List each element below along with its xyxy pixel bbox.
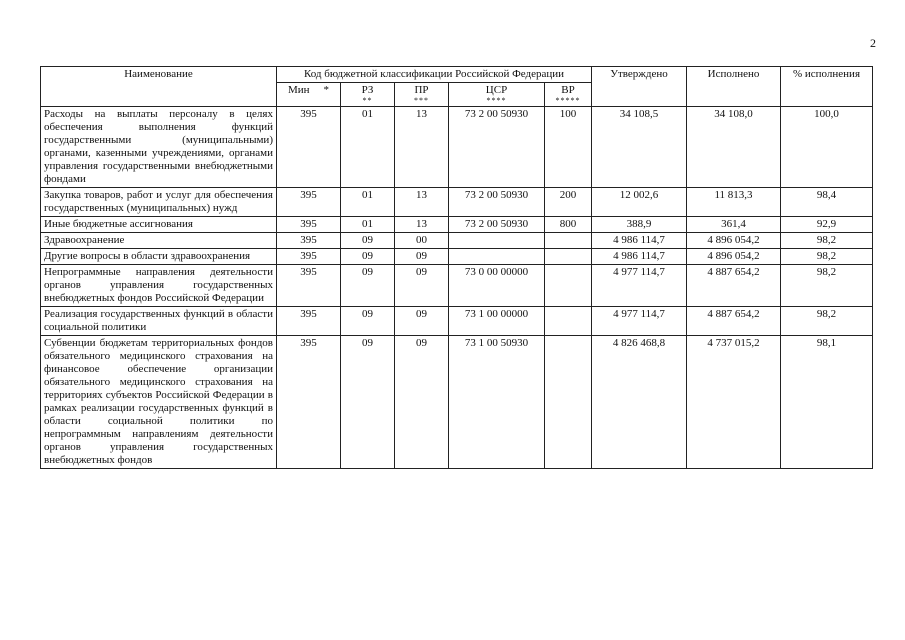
row-min: 395 — [277, 249, 341, 265]
row-approved: 12 002,6 — [592, 188, 687, 217]
row-name: Расходы на выплаты персоналу в целях обеспечения выполнения функций государственными (муниципальными) органами, казенными учреждениями, органами управления государственными внебюджетными фондами — [41, 107, 277, 188]
header-vr: ВР ***** — [545, 83, 592, 107]
row-rz: 01 — [341, 217, 395, 233]
row-percent: 98,1 — [781, 336, 873, 469]
row-vr: 200 — [545, 188, 592, 217]
row-rz: 01 — [341, 107, 395, 188]
row-executed: 4 887 654,2 — [687, 265, 781, 307]
row-executed: 34 108,0 — [687, 107, 781, 188]
row-approved: 388,9 — [592, 217, 687, 233]
row-min: 395 — [277, 107, 341, 188]
row-name: Иные бюджетные ассигнования — [41, 217, 277, 233]
table-row — [41, 265, 873, 307]
row-approved: 4 986 114,7 — [592, 233, 687, 249]
header-executed: Исполнено — [687, 67, 781, 107]
row-rz: 09 — [341, 265, 395, 307]
header-code-group: Код бюджетной классификации Российской Федерации — [277, 67, 592, 83]
row-executed: 4 887 654,2 — [687, 307, 781, 336]
row-pr: 13 — [395, 217, 449, 233]
row-pr: 13 — [395, 188, 449, 217]
row-csr — [449, 249, 545, 265]
row-min: 395 — [277, 336, 341, 469]
row-vr — [545, 249, 592, 265]
row-csr: 73 1 00 50930 — [449, 336, 545, 469]
row-vr: 800 — [545, 217, 592, 233]
row-rz: 09 — [341, 336, 395, 469]
row-min: 395 — [277, 307, 341, 336]
row-percent: 98,2 — [781, 233, 873, 249]
row-approved: 4 977 114,7 — [592, 265, 687, 307]
header-pr: ПР *** — [395, 83, 449, 107]
row-pr: 09 — [395, 307, 449, 336]
row-rz: 09 — [341, 233, 395, 249]
header-name: Наименование — [41, 67, 277, 107]
table-row — [41, 107, 873, 188]
table-row — [41, 233, 873, 249]
row-vr — [545, 307, 592, 336]
row-pr: 09 — [395, 336, 449, 469]
row-csr: 73 2 00 50930 — [449, 217, 545, 233]
header-min: Мин * — [277, 83, 341, 107]
page-number: 2 — [870, 36, 876, 50]
row-vr — [545, 265, 592, 307]
row-min: 395 — [277, 217, 341, 233]
row-min: 395 — [277, 233, 341, 249]
row-executed: 4 896 054,2 — [687, 249, 781, 265]
table-row — [41, 188, 873, 217]
row-name: Непрограммные направления деятельности органов управления государственных внебюджетных фондов Российской Федерации — [41, 265, 277, 307]
row-pr: 09 — [395, 249, 449, 265]
row-approved: 4 826 468,8 — [592, 336, 687, 469]
row-percent: 92,9 — [781, 217, 873, 233]
row-min: 395 — [277, 265, 341, 307]
table-row — [41, 249, 873, 265]
row-percent: 98,2 — [781, 307, 873, 336]
row-csr: 73 2 00 50930 — [449, 107, 545, 188]
row-approved: 4 986 114,7 — [592, 249, 687, 265]
header-approved: Утверждено — [592, 67, 687, 107]
row-pr: 13 — [395, 107, 449, 188]
row-name: Субвенции бюджетам территориальных фондов обязательного медицинского страхования на финансовое обеспечение организации обязательного медицинского страхования на территориях субъектов Российской Федерации в рамках реализации государственных функций в области социальной политики по непрограммным направлениям деятельности органов управления государственных внебюджетных фондов — [41, 336, 277, 469]
row-percent: 98,4 — [781, 188, 873, 217]
table-row — [41, 336, 873, 469]
budget-table — [40, 66, 873, 469]
row-vr — [545, 336, 592, 469]
header-percent: % исполнения — [781, 67, 873, 107]
row-executed: 361,4 — [687, 217, 781, 233]
row-csr: 73 1 00 00000 — [449, 307, 545, 336]
row-percent: 98,2 — [781, 265, 873, 307]
row-percent: 100,0 — [781, 107, 873, 188]
row-min: 395 — [277, 188, 341, 217]
row-name: Закупка товаров, работ и услуг для обеспечения государственных (муниципальных) нужд — [41, 188, 277, 217]
row-vr — [545, 233, 592, 249]
row-csr — [449, 233, 545, 249]
row-approved: 4 977 114,7 — [592, 307, 687, 336]
table-row — [41, 307, 873, 336]
table-row — [41, 217, 873, 233]
row-executed: 4 896 054,2 — [687, 233, 781, 249]
row-approved: 34 108,5 — [592, 107, 687, 188]
row-executed: 4 737 015,2 — [687, 336, 781, 469]
row-rz: 09 — [341, 307, 395, 336]
row-name: Реализация государственных функций в области социальной политики — [41, 307, 277, 336]
row-executed: 11 813,3 — [687, 188, 781, 217]
header-rz: РЗ ** — [341, 83, 395, 107]
row-name: Другие вопросы в области здравоохранения — [41, 249, 277, 265]
row-pr: 09 — [395, 265, 449, 307]
row-csr: 73 0 00 00000 — [449, 265, 545, 307]
header-row-top — [41, 67, 873, 83]
row-vr: 100 — [545, 107, 592, 188]
header-csr: ЦСР **** — [449, 83, 545, 107]
row-rz: 01 — [341, 188, 395, 217]
row-rz: 09 — [341, 249, 395, 265]
row-csr: 73 2 00 50930 — [449, 188, 545, 217]
row-percent: 98,2 — [781, 249, 873, 265]
row-pr: 00 — [395, 233, 449, 249]
row-name: Здравоохранение — [41, 233, 277, 249]
